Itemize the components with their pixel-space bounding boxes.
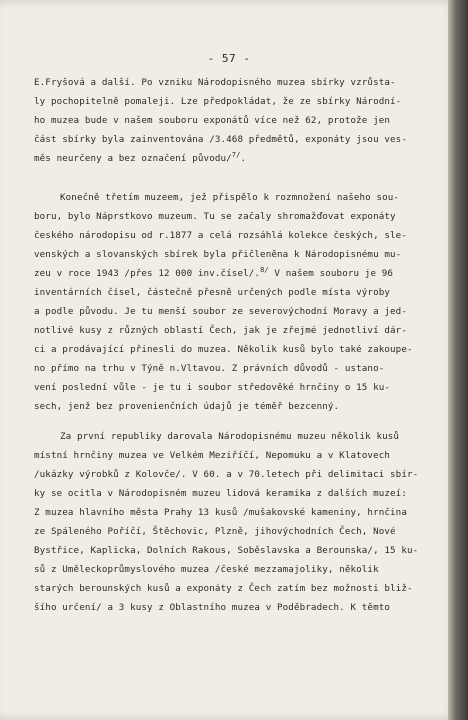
text-line: /ukázky výrobků z Kolovče/. V 60. a v 70.letech při delimitaci sbír- (34, 469, 419, 480)
text-line: ci a prodávající přinesli do muzea. Několik kusů bylo také zakoupe- (34, 344, 413, 355)
text-line: Za první republiky darovala Národopisnému muzeu několik kusů (60, 431, 400, 442)
footnote-marker: 8/ (260, 266, 269, 274)
text-segment: měs neurčeny a bez označení původu/ (34, 153, 232, 164)
text-line: šího určení/ a 3 kusy z Oblastního muzea v Poděbradech. K těmto (34, 602, 391, 613)
text-line: ly pochopitelně pomaleji. Lze předpokládat, že ze sbírky Národní- (34, 96, 402, 107)
text-segment: . (240, 153, 247, 164)
text-line: Z muzea hlavního města Prahy 13 kusů /mušakovské kameniny, hrnčina (34, 507, 407, 518)
text-line: notlivé kusy z různých oblastí Čech, jak je zřejmé jednotliví dár- (34, 325, 407, 336)
text-line: no přímo na trhu v Týně n.Vltavou. Z právních důvodů - ustano- (34, 363, 385, 374)
text-line: sů z Uměleckoprůmyslového muzea /české mezzamajoliky, několik (34, 564, 379, 575)
text-line: ze Spáleného Poříčí, Štěchovic, Plzně, jihovýchodních Čech, Nové (34, 526, 396, 537)
text-line: sech, jenž bez provenienčních údajů je téměř bezcenný. (34, 401, 340, 412)
text-line: venských a slovanských sbírek byla přičleněna k Národopisnému mu- (34, 249, 402, 260)
text-line (34, 153, 246, 164)
text-line: Bystřice, Kaplicka, Dolních Rakous, Soběslavska a Berounska/, 15 ku- (34, 545, 419, 556)
text-line: českého národopisu od r.1877 a celá rozsáhlá kolekce českých, sle- (34, 230, 407, 241)
text-segment: V našem souboru je 96 (268, 268, 394, 279)
text-line: E.Fryšová a další. Po vzniku Národopisného muzea sbírky vzrůsta- (34, 77, 396, 88)
footnote-marker: 7/ (231, 151, 241, 159)
page-number: - 57 - (207, 52, 251, 65)
text-line: vení poslední vůle - je tu i soubor středověké hrnčiny o 15 ku- (34, 382, 391, 393)
text-line: starých berounských kusů a exponáty z Čech zatím bez možnosti bliž- (34, 583, 413, 594)
text-line: část sbírky byla zainventována /3.468 předmětů, exponáty jsou ves- (34, 134, 407, 145)
text-line: a podle původu. Je tu menší soubor ze severovýchodní Moravy a jed- (34, 306, 407, 317)
text-line (34, 268, 393, 279)
text-line: ky se ocitla v Národopisném muzeu lidová keramika z dalších muzeí: (34, 488, 407, 499)
text-line: Konečně třetím muzeem, jež přispělo k rozmnožení našeho sou- (60, 192, 400, 203)
text-segment: zeu v roce 1943 /přes 12 000 inv.čísel/. (34, 268, 261, 279)
text-line: místní hrnčiny muzea ve Velkém Meziříčí, Nepomuku a v Klatovech (34, 450, 391, 461)
text-line: ho muzea bude v našem souboru exponátů více než 62, protože jen (34, 115, 391, 126)
text-line: boru, bylo Náprstkovo muzeum. Tu se začaly shromažďovat exponáty (34, 211, 396, 222)
book-binding-edge (448, 0, 468, 720)
text-line: inventárních čísel, částečně přesně určených podle místa výroby (34, 287, 391, 298)
